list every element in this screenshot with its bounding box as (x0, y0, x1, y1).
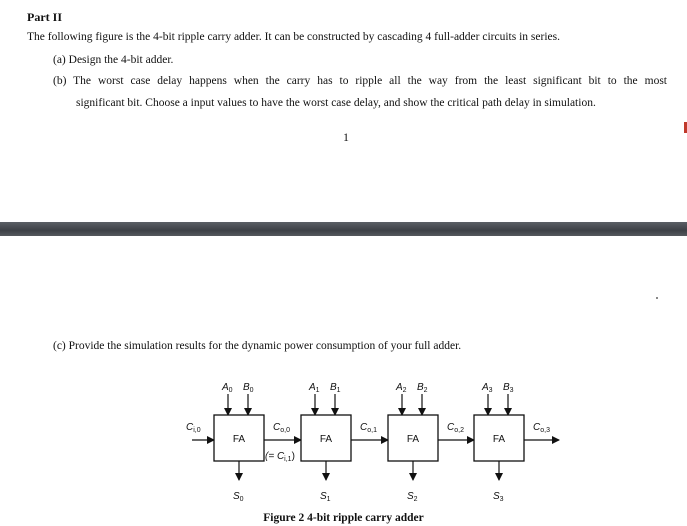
stray-dot (656, 297, 658, 299)
full-adder-label-2: FA (406, 434, 420, 445)
sum-label-0: $S_0$ (233, 491, 244, 503)
input-a-label-0: $A_0$ (222, 382, 233, 394)
input-b-label-3: $B_3$ (503, 382, 514, 394)
carry-in-label: $C_{i,0}$ (186, 422, 201, 434)
input-a-label-1: $A_1$ (309, 382, 320, 394)
carry-out-label-1: $C_{o,1}$ (360, 422, 377, 434)
carry-out-label-3: $C_{o,3}$ (533, 422, 550, 434)
sum-label-3: $S_3$ (493, 491, 504, 503)
question-b-line1: (b) The worst case delay happens when the carry has to ripple all the way from the least significant bit to the most (53, 75, 667, 87)
ripple-carry-adder-diagram (0, 370, 687, 510)
carry-out-label-2: $C_{o,2}$ (447, 422, 464, 434)
question-b-line2: significant bit. Choose a input values to have the worst case delay, and show the critical path delay in simulation. (76, 97, 596, 109)
full-adder-label-0: FA (232, 434, 246, 445)
input-b-label-1: $B_1$ (330, 382, 341, 394)
input-a-label-3: $A_3$ (482, 382, 493, 394)
figure-caption: Figure 2 4-bit ripple carry adder (263, 512, 424, 524)
section-heading: Part II (27, 10, 62, 24)
question-a: (a) Design the 4-bit adder. (53, 54, 174, 66)
intro-paragraph: The following figure is the 4-bit ripple carry adder. It can be constructed by cascading 4 full-adder circuits in series. (27, 31, 560, 43)
carry-equivalence-note: (= $C_{i,1}$) (265, 451, 295, 463)
page-separator (0, 222, 687, 236)
sum-label-1: $S_1$ (320, 491, 331, 503)
input-a-label-2: $A_2$ (396, 382, 407, 394)
input-b-label-2: $B_2$ (417, 382, 428, 394)
question-c: (c) Provide the simulation results for the dynamic power consumption of your full adder. (53, 340, 462, 352)
full-adder-label-1: FA (319, 434, 333, 445)
page-number: 1 (343, 130, 349, 144)
sum-label-2: $S_2$ (407, 491, 418, 503)
carry-out-label-0: $C_{o,0}$ (273, 422, 290, 434)
full-adder-label-3: FA (492, 434, 506, 445)
upper-page (0, 0, 687, 222)
input-b-label-0: $B_0$ (243, 382, 254, 394)
